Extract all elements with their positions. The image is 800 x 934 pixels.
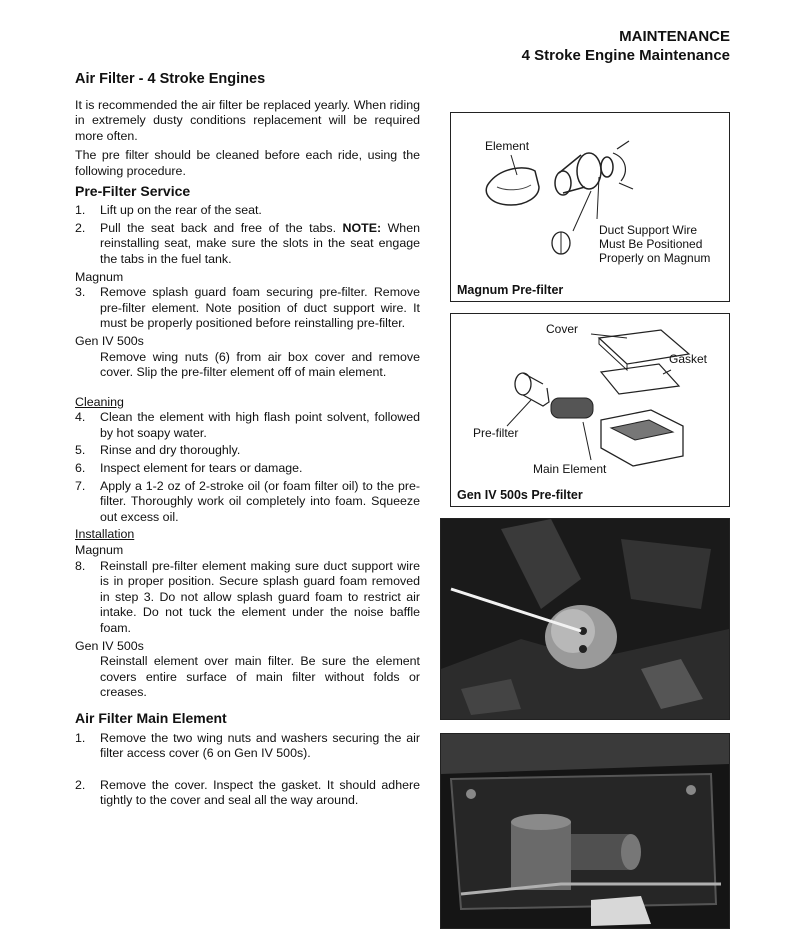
step-2-text-b: When reinstalling seat, make sure the slots in the seat engage the tabs in the fuel tank.	[100, 220, 420, 266]
label-prefilter: Pre-filter	[473, 426, 519, 440]
step-6	[75, 461, 420, 477]
main-element-heading: Air Filter Main Element	[75, 709, 227, 726]
section-title: MAINTENANCE	[619, 28, 730, 45]
figure-gen-prefilter	[450, 313, 730, 507]
model-label-gen: Gen IV 500s	[75, 333, 144, 348]
step-8	[75, 559, 420, 637]
photo-2-image	[441, 734, 729, 928]
step-number: 6.	[75, 461, 86, 476]
step-2-text-a: Pull the seat back and free of the tabs.	[100, 220, 337, 235]
gen-reinstall-text: Reinstall element over main filter. Be sure the element covers entire surface of main filter without folds or creases.	[100, 654, 420, 700]
step-number: 3.	[75, 285, 86, 300]
subsection-title: 4 Stroke Engine Maintenance	[521, 47, 730, 64]
step-1	[75, 203, 420, 219]
step-4	[75, 410, 420, 441]
figure-magnum-prefilter	[450, 112, 730, 302]
page-header	[522, 28, 730, 65]
figure-1-caption: Magnum Pre-filter	[457, 283, 564, 297]
model-label-gen-2: Gen IV 500s	[75, 638, 144, 653]
step-text: Remove the two wing nuts and washers securing the air filter access cover (6 on Gen IV 500s).	[100, 730, 420, 761]
label-main-element: Main Element	[533, 462, 607, 476]
installation-label: Installation	[75, 527, 135, 542]
step-number: 4.	[75, 410, 86, 425]
step-number: 2.	[75, 777, 86, 792]
step-2	[75, 221, 420, 268]
label-cover: Cover	[546, 322, 579, 336]
step-5	[75, 443, 420, 459]
label-gasket: Gasket	[669, 352, 708, 366]
main-element-step-2	[75, 778, 420, 809]
photo-main-element	[440, 733, 730, 929]
step-text: Remove splash guard foam securing pre-filter. Remove pre-filter element. Note position of duct support wire. It must be properly positioned before reinstalling pre-filter.	[100, 285, 420, 331]
photo-prefilter-installed	[440, 518, 730, 720]
model-label-magnum: Magnum	[75, 269, 124, 284]
label-element: Element	[485, 139, 530, 153]
step-text	[100, 221, 420, 268]
step-number: 1.	[75, 730, 86, 745]
step-text: Inspect element for tears or damage.	[100, 461, 303, 476]
step-text: Clean the element with high flash point solvent, followed by hot soapy water.	[100, 410, 420, 440]
step-3	[75, 285, 420, 332]
intro-paragraph-1: It is recommended the air filter be replaced yearly. When riding in extremely dusty conditions replacement will be required more often.	[75, 97, 420, 143]
step-number: 8.	[75, 558, 86, 573]
label-wire-1: Duct Support Wire	[599, 223, 698, 237]
cleaning-label: Cleaning	[75, 394, 124, 409]
step-text: Apply a 1-2 oz of 2-stroke oil (or foam filter oil) to the pre-filter. Thoroughly work oil completely into foam. Squeeze out excess oil.	[100, 478, 420, 524]
prefilter-heading: Pre-Filter Service	[75, 182, 191, 199]
photo-1-image	[441, 519, 729, 719]
step-number: 7.	[75, 478, 86, 493]
label-wire-2: Must Be Positioned	[599, 237, 703, 251]
intro-paragraph-2: The pre filter should be cleaned before each ride, using the following procedure.	[75, 148, 420, 178]
step-text: Rinse and dry thoroughly.	[100, 443, 241, 458]
step-7	[75, 479, 420, 526]
page-title: Air Filter - 4 Stroke Engines	[75, 71, 266, 87]
model-label-magnum-2: Magnum	[75, 543, 124, 558]
step-text: Reinstall pre-filter element making sure duct support wire is in proper position. Secure splash guard foam removed in step 3. Do not allow splash guard foam to restrict air intake. Do not tuck the element under the noise baffle foam.	[100, 558, 420, 635]
step-number: 2.	[75, 220, 86, 235]
step-number: 1.	[75, 203, 86, 218]
main-text-column	[75, 72, 420, 811]
step-text: Lift up on the rear of the seat.	[100, 203, 262, 218]
main-element-step-1	[75, 731, 420, 762]
note-label: NOTE:	[342, 220, 382, 235]
gen-remove-text: Remove wing nuts (6) from air box cover and remove cover. Slip the pre-filter element off of main element.	[100, 349, 420, 380]
label-wire-3: Properly on Magnum	[599, 251, 711, 265]
step-number: 5.	[75, 443, 86, 458]
gen-prefilter-diagram	[451, 314, 729, 506]
figure-2-caption: Gen IV 500s Pre-filter	[457, 488, 583, 502]
step-text: Remove the cover. Inspect the gasket. It should adhere tightly to the cover and seal all the way around.	[100, 777, 420, 808]
